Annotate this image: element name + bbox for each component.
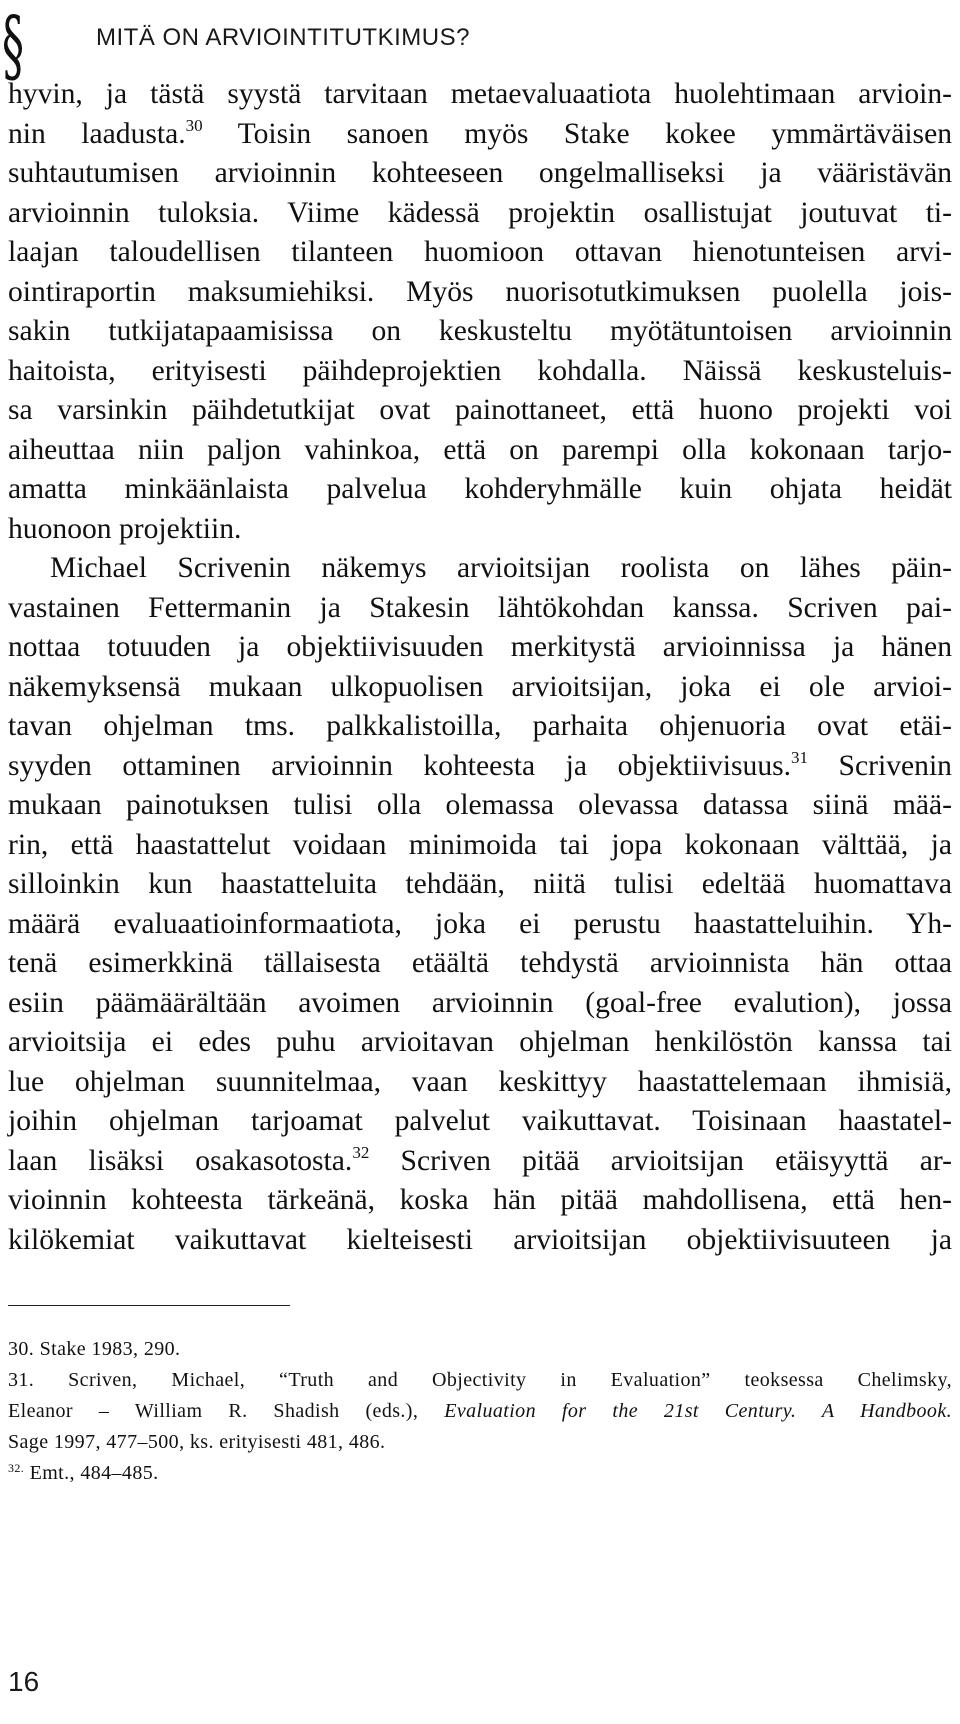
line-text: arvioitsija ei edes puhu arvioitavan ohjelman henkilöstön kanssa tai bbox=[8, 1026, 952, 1058]
line-text: aiheuttaa niin paljon vahinkoa, että on parempi olla kokonaan tarjo- bbox=[8, 433, 952, 466]
line-text-before: nin laadusta. bbox=[8, 117, 186, 150]
footnote-line bbox=[8, 1427, 952, 1458]
footnote-divider bbox=[8, 1305, 290, 1306]
body-line bbox=[8, 1063, 952, 1103]
body-line bbox=[8, 1221, 952, 1261]
line-text: 30. Stake 1983, 290. bbox=[8, 1338, 181, 1360]
body-line bbox=[8, 905, 952, 945]
line-text-before: syyden ottaminen arvioinnin kohteesta ja objektiivisuus. bbox=[8, 749, 792, 782]
body-line bbox=[8, 312, 952, 352]
line-text: mukaan painotuksen tulisi olla olemassa olevassa datassa siinä mää- bbox=[8, 789, 952, 821]
body-line bbox=[8, 747, 952, 787]
page-number: 16 bbox=[8, 1666, 40, 1697]
line-text: silloinkin kun haastatteluita tehdään, niitä tulisi edeltää huomattava bbox=[8, 868, 952, 900]
running-header-title: MITÄ ON ARVIOINTITUTKIMUS? bbox=[96, 24, 470, 51]
body-line bbox=[8, 510, 952, 550]
line-text: rin, että haastattelut voidaan minimoida tai jopa kokonaan välttää, ja bbox=[8, 828, 952, 861]
body-line bbox=[8, 549, 952, 589]
line-text: joihin ohjelman tarjoamat palvelut vaikuttavat. Toisinaan haastatel- bbox=[8, 1105, 952, 1137]
line-text: amatta minkäänlaista palvelua kohderyhmälle kuin ohjata heidät bbox=[8, 473, 952, 505]
body-line bbox=[8, 865, 952, 905]
body-line bbox=[8, 707, 952, 747]
body-line bbox=[8, 1023, 952, 1063]
line-text-after: Scriven pitää arvioitsijan etäisyyttä ar- bbox=[369, 1144, 952, 1177]
line-text: määrä evaluaatioinformaatiota, joka ei perustu haastatteluihin. Yh- bbox=[8, 907, 952, 940]
line-text: nottaa totuuden ja objektiivisuuden merkitystä arvioinnissa ja hänen bbox=[8, 631, 952, 663]
line-text: 31. Scriven, Michael, “Truth and Objectivity in Evaluation” teoksessa Chelimsky, bbox=[8, 1369, 952, 1391]
line-text: tavan ohjelman tms. palkkalistoilla, parhaita ohjenuoria ovat etäi- bbox=[8, 710, 952, 742]
body-line bbox=[8, 194, 952, 234]
body-line bbox=[8, 154, 952, 194]
line-text: hyvin, ja tästä syystä tarvitaan metaevaluaatiota huolehtimaan arvioin- bbox=[8, 78, 952, 110]
body-line bbox=[8, 786, 952, 826]
body-line bbox=[8, 668, 952, 708]
footnote-reference: 32 bbox=[352, 1142, 370, 1162]
line-text-after: Toisin sanoen myös Stake kokee ymmärtäväisen bbox=[202, 117, 953, 150]
footnote-line bbox=[8, 1334, 952, 1365]
body-line bbox=[8, 115, 952, 155]
footnote-line bbox=[8, 1365, 952, 1396]
body-line bbox=[8, 1181, 952, 1221]
body-line bbox=[8, 589, 952, 629]
line-text: sa varsinkin päihdetutkijat ovat painottaneet, että huono projekti voi bbox=[8, 394, 952, 426]
body-line bbox=[8, 984, 952, 1024]
line-text: huonoon projektiin. bbox=[8, 512, 242, 545]
line-text: haitoista, erityisesti päihdeprojektien kohdalla. Näissä keskusteluis- bbox=[8, 354, 952, 387]
footnote-line bbox=[8, 1396, 952, 1427]
body-line bbox=[8, 273, 952, 313]
line-text: suhtautumisen arvioinnin kohteeseen ongelmalliseksi ja vääristävän bbox=[8, 157, 952, 189]
line-text: lue ohjelman suunnitelmaa, vaan keskittyy haastattelemaan ihmisiä, bbox=[8, 1065, 952, 1098]
line-text: Sage 1997, 477–500, ks. erityisesti 481, 486. bbox=[8, 1431, 386, 1453]
line-text: arvioinnin tuloksia. Viime kädessä projektin osallistujat joutuvat ti- bbox=[8, 196, 952, 229]
footnote-marker: 32. bbox=[8, 1461, 25, 1475]
body-line bbox=[8, 391, 952, 431]
footnotes bbox=[8, 1334, 952, 1489]
book-title: Evaluation for the 21st Century. A Handbook. bbox=[444, 1400, 952, 1422]
line-text-before: laan lisäksi osakasotosta. bbox=[8, 1144, 353, 1177]
body-line bbox=[8, 431, 952, 471]
chapter-mark-icon: § bbox=[2, 0, 24, 92]
body-line bbox=[8, 1142, 952, 1182]
body-line bbox=[8, 233, 952, 273]
footnote-line bbox=[8, 1458, 952, 1489]
body-line bbox=[8, 470, 952, 510]
line-text: tenä esimerkkinä tällaisesta etäältä tehdystä arvioinnista hän ottaa bbox=[8, 947, 952, 979]
body-line bbox=[8, 75, 952, 115]
line-text-before: Eleanor – William R. Shadish (eds.), bbox=[8, 1400, 445, 1422]
footnote-reference: 31 bbox=[791, 747, 809, 767]
line-text: vastainen Fettermanin ja Stakesin lähtökohdan kanssa. Scriven pai- bbox=[8, 591, 952, 624]
body-text bbox=[8, 75, 952, 1260]
body-line bbox=[8, 352, 952, 392]
line-text: Michael Scrivenin näkemys arvioitsijan roolista on lähes päin- bbox=[50, 552, 952, 584]
line-text: ointiraportin maksumiehiksi. Myös nuorisotutkimuksen puolella jois- bbox=[8, 275, 952, 308]
body-line bbox=[8, 1102, 952, 1142]
line-text: sakin tutkijatapaamisissa on keskusteltu myötätuntoisen arvioinnin bbox=[8, 315, 952, 347]
body-line bbox=[8, 628, 952, 668]
line-text: esiin päämäärältään avoimen arvioinnin (goal-free evalution), jossa bbox=[8, 986, 952, 1019]
line-text: Emt., 484–485. bbox=[24, 1462, 159, 1484]
line-text: laajan taloudellisen tilanteen huomioon ottavan hienotunteisen arvi- bbox=[8, 236, 952, 268]
line-text: vioinnin kohteesta tärkeänä, koska hän pitää mahdollisena, että hen- bbox=[8, 1184, 952, 1216]
body-line bbox=[8, 944, 952, 984]
body-line bbox=[8, 826, 952, 866]
line-text: kilökemiat vaikuttavat kielteisesti arvioitsijan objektiivisuuteen ja bbox=[8, 1223, 952, 1256]
line-text-after: Scrivenin bbox=[808, 749, 952, 782]
footnote-reference: 30 bbox=[185, 115, 203, 135]
line-text: näkemyksensä mukaan ulkopuolisen arvioitsijan, joka ei ole arvioi- bbox=[8, 670, 952, 703]
